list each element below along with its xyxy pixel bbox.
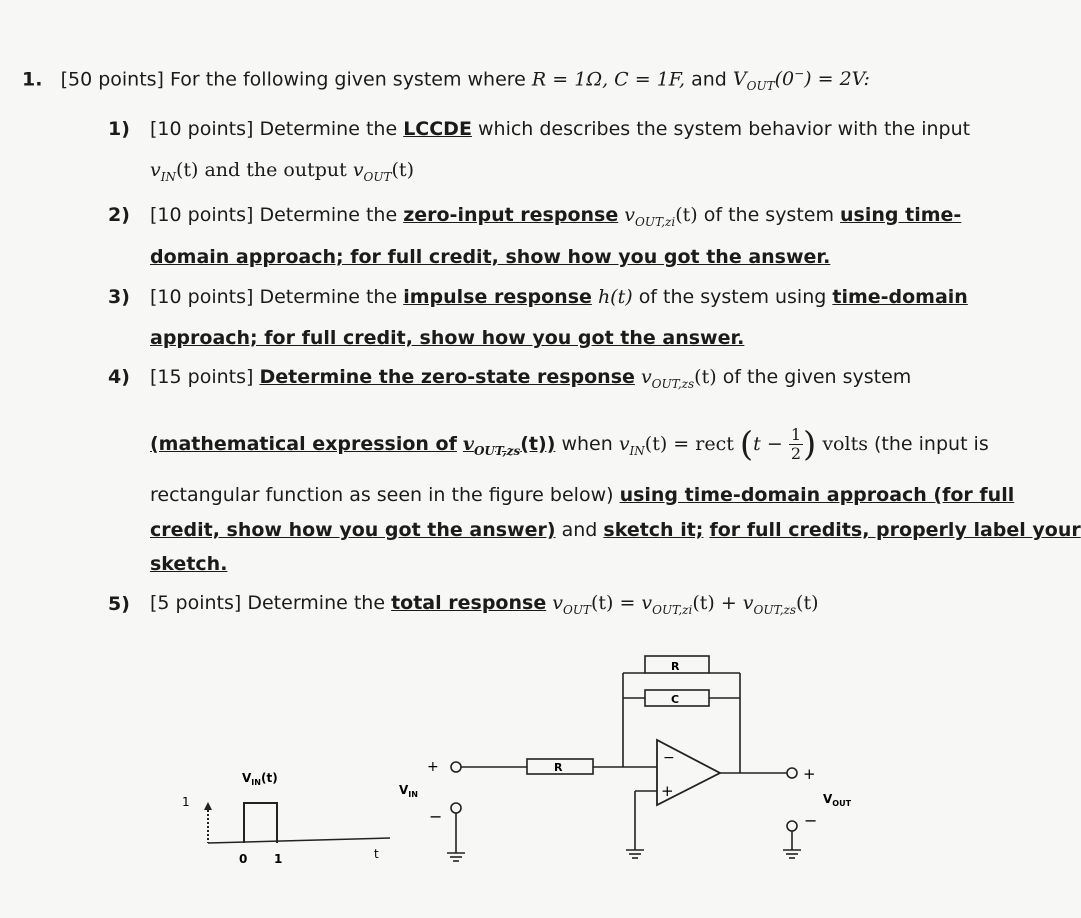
condition-r: R = 1Ω, xyxy=(531,68,609,91)
problem-intro: For the following given system where xyxy=(170,68,526,91)
vin-label: $V_{IN}$ xyxy=(399,783,418,799)
vin-minus-sign: − xyxy=(429,807,443,826)
part-2-line-1: [10 points] Determine the zero-input response $v_{OUT,zi}(t)$ of the system using time- xyxy=(150,204,962,229)
problem-points: [50 points] xyxy=(60,68,164,91)
vout-plus-sign: + xyxy=(803,765,816,783)
pulse-rectangle xyxy=(244,803,277,843)
lccde-term: LCCDE xyxy=(403,118,472,140)
input-pulse-plot xyxy=(170,760,400,870)
zero-state-term: Determine the zero-state response xyxy=(259,366,635,388)
part-1-line-2: $v_{IN}(t)$ and the output $v_{OUT}(t)$ xyxy=(150,159,414,184)
vin-symbol: $v_{IN}$ xyxy=(150,159,176,184)
vout-plus-terminal xyxy=(787,768,797,778)
x-tick-1: 1 xyxy=(274,852,283,866)
x-axis-label: t xyxy=(374,847,379,861)
part-2-number: 2) xyxy=(108,204,130,226)
part-4-number: 4) xyxy=(108,366,130,388)
total-response-term: total response xyxy=(391,592,547,614)
zero-input-term: zero-input response xyxy=(403,204,619,226)
part-1-points: [10 points] xyxy=(150,118,254,140)
part-1-number: 1) xyxy=(108,118,130,140)
vout-label: $V_{OUT}$ xyxy=(823,792,852,808)
condition-c: C = 1F, xyxy=(614,68,686,91)
part-3-points: [10 points] xyxy=(150,286,254,308)
impulse-response-term: impulse response xyxy=(403,286,592,308)
feedback-resistor-label: R xyxy=(671,660,680,673)
opamp-inverting-sign: − xyxy=(663,750,675,766)
part-1-line-1: [10 points] Determine the LCCDE which describes the system behavior with the input xyxy=(150,118,971,140)
vin-plus-sign: + xyxy=(427,759,439,775)
vout-minus-terminal xyxy=(787,821,797,831)
ground-icon-output xyxy=(783,850,801,858)
ground-icon-opamp xyxy=(626,850,644,858)
ground-icon-input xyxy=(447,853,465,861)
fraction: $\frac{1}{2}$ xyxy=(790,425,802,463)
part-4-points: [15 points] xyxy=(150,366,254,388)
part-4-line-4: credit, show how you got the answer) and sketch it; for full credits, properly label your xyxy=(150,519,1081,541)
part-5-line-1: [5 points] Determine the total response $v_{OUT}(t) = v_{OUT,zi}(t) + v_{OUT,zs}(t)$ xyxy=(150,592,819,617)
part-3-number: 3) xyxy=(108,286,130,308)
condition-v: $V_{OUT}(0^-) = 2V$: xyxy=(732,67,870,94)
part-4-line-5: sketch. xyxy=(150,553,228,575)
part-3-line-2: approach; for full credit, show how you got the answer. xyxy=(150,327,745,349)
plot-title: $V_{IN}(t)$ xyxy=(242,771,278,787)
problem-number: 1. xyxy=(22,68,43,91)
part-4-line-1: [15 points] Determine the zero-state response $v_{OUT,zs}(t)$ of the given system xyxy=(150,366,912,391)
part-5-points: [5 points] xyxy=(150,592,242,614)
x-tick-0: 0 xyxy=(239,852,248,866)
part-4-line-3: rectangular function as seen in the figure below) using time-domain approach (for full xyxy=(150,484,1015,506)
part-2-line-2: domain approach; for full credit, show how you got the answer. xyxy=(150,246,831,268)
x-axis xyxy=(208,838,390,843)
condition-and: and xyxy=(691,68,727,91)
vout-minus-sign: − xyxy=(804,811,818,830)
vin-minus-terminal xyxy=(451,803,461,813)
y-tick-label: 1 xyxy=(182,795,190,809)
vout-symbol: $v_{OUT}$ xyxy=(352,159,392,184)
y-axis-arrow xyxy=(204,802,212,810)
circuit-diagram xyxy=(395,650,865,875)
vin-plus-terminal xyxy=(451,762,461,772)
opamp-noninverting-sign: + xyxy=(661,782,674,800)
part-4-line-2: (mathematical expression of $v_{OUT,zs}(t)$) when $v_{IN}(t)$ = rect (t − $\frac{1}{2}$ ) volts (the input is xyxy=(150,424,989,465)
problem-header xyxy=(22,62,870,98)
part-3-line-1: [10 points] Determine the impulse response h(t) of the system using time-domain xyxy=(150,286,968,308)
part-5-number: 5) xyxy=(108,593,130,615)
input-resistor-label: R xyxy=(554,761,563,774)
feedback-capacitor-label: C xyxy=(671,693,680,706)
part-2-points: [10 points] xyxy=(150,204,254,226)
